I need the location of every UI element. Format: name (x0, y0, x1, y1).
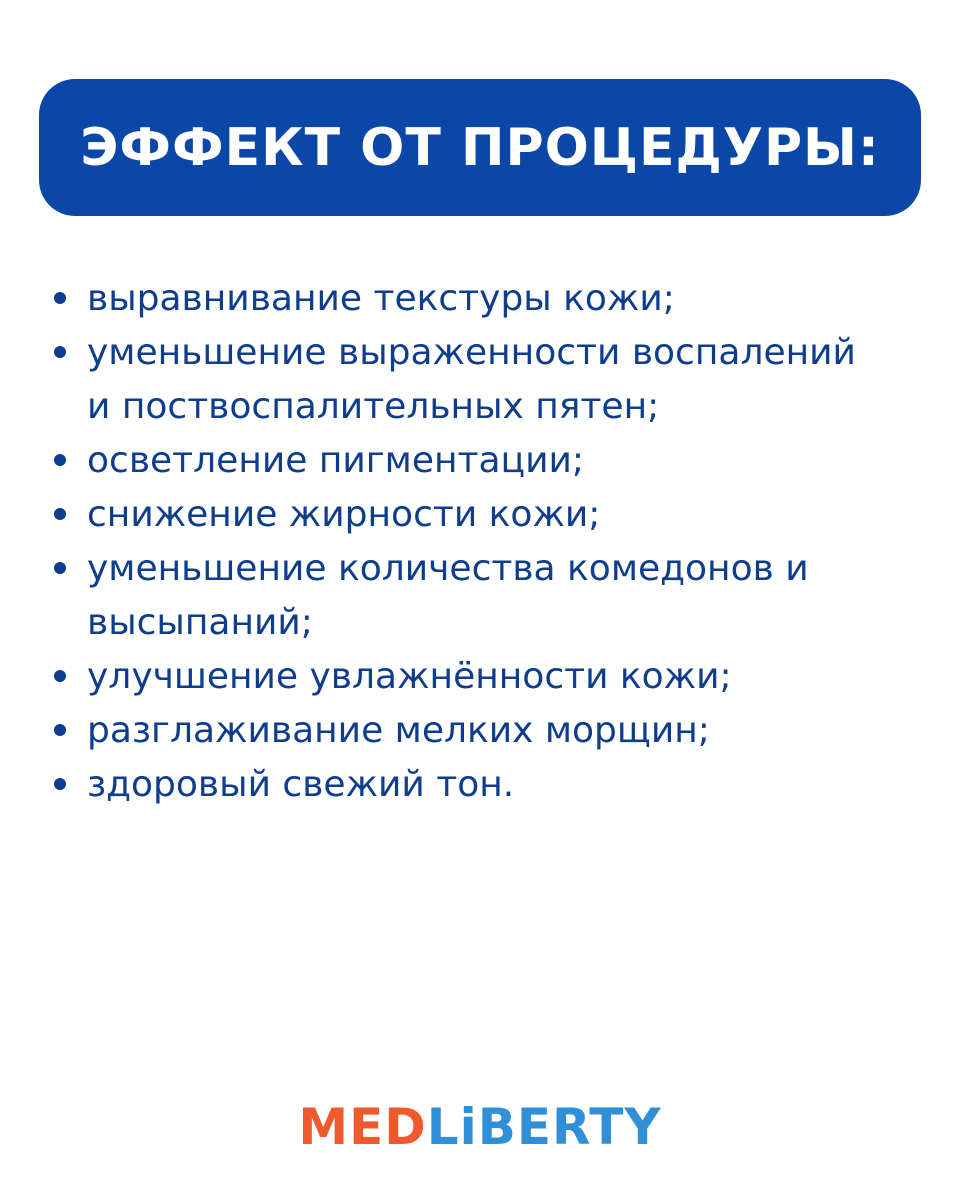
list-item (50, 542, 930, 650)
logo-text-med: MED (298, 1098, 427, 1156)
list-item-text: улучшение увлажнённости кожи; (87, 656, 732, 697)
effects-list (50, 272, 930, 812)
list-item-text: уменьшение количества комедонов и высыпаний; (87, 548, 809, 643)
page-title: ЭФФЕКТ ОТ ПРОЦЕДУРЫ: (80, 117, 880, 178)
list-item-text: здоровый свежий тон. (87, 764, 515, 805)
list-item (50, 758, 930, 812)
list-item-text: осветление пигментации; (87, 440, 584, 481)
list-item (50, 434, 930, 488)
bullet-dot-icon (54, 670, 66, 682)
list-item-text: разглаживание мелких морщин; (87, 710, 710, 751)
list-item (50, 704, 930, 758)
list-item-text: снижение жирности кожи; (87, 494, 601, 535)
list-item (50, 272, 930, 326)
bullet-dot-icon (54, 346, 66, 358)
list-item (50, 326, 930, 434)
bullet-dot-icon (54, 562, 66, 574)
list-item (50, 488, 930, 542)
bullet-dot-icon (54, 454, 66, 466)
list-item (50, 650, 930, 704)
bullet-dot-icon (54, 292, 66, 304)
bullet-dot-icon (54, 508, 66, 520)
bullet-dot-icon (54, 778, 66, 790)
medliberty-logo (0, 1098, 960, 1156)
list-item-text: выравнивание текстуры кожи; (87, 278, 675, 319)
logo-text-liberty: LiBERTY (426, 1098, 662, 1156)
bullet-dot-icon (54, 724, 66, 736)
header-banner (39, 79, 921, 216)
list-item-text: уменьшение выраженности воспалений и поствоспалительных пятен; (87, 332, 856, 427)
